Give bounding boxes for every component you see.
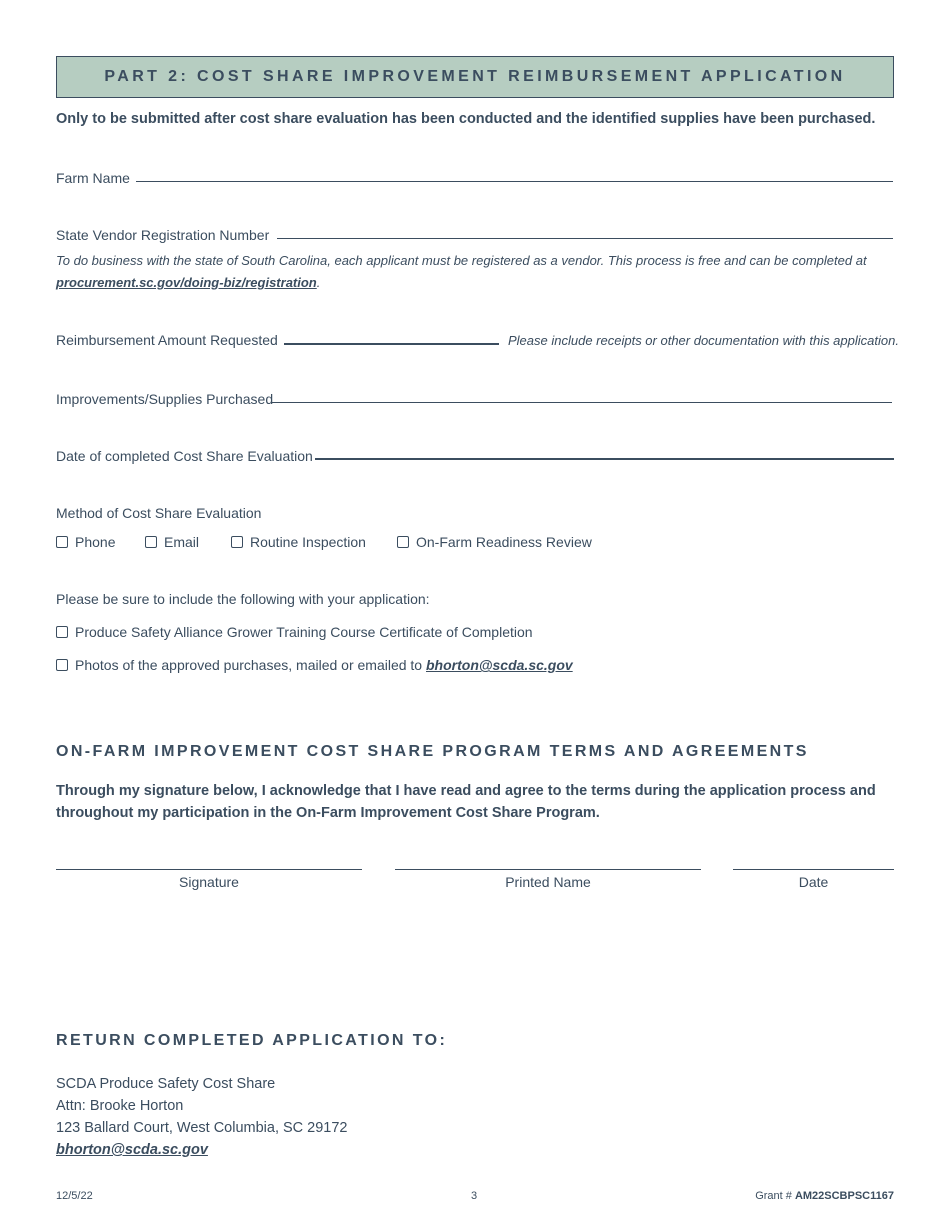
- vendor-reg-label: State Vendor Registration Number: [56, 227, 270, 243]
- return-line-3: 123 Ballard Court, West Columbia, SC 29172: [56, 1120, 348, 1136]
- vendor-link-line: [56, 275, 320, 290]
- photos-email-link[interactable]: bhorton@scda.sc.gov: [426, 657, 573, 673]
- improvements-label: Improvements/Supplies Purchased: [56, 391, 274, 407]
- terms-heading: ON-FARM IMPROVEMENT COST SHARE PROGRAM TERMS AND AGREEMENTS: [56, 743, 809, 760]
- vendor-note: [56, 253, 896, 268]
- footer-date: 12/5/22: [56, 1190, 93, 1202]
- on-farm-readiness-checkbox[interactable]: [397, 536, 409, 548]
- return-line-1: SCDA Produce Safety Cost Share: [56, 1076, 276, 1092]
- date-field[interactable]: [733, 869, 894, 870]
- include-item-photos[interactable]: [56, 657, 573, 673]
- grant-number: [755, 1190, 894, 1202]
- intro-text: Only to be submitted after cost share evaluation has been conducted and the identified supplies have been purchased.: [56, 111, 876, 127]
- section-banner: [56, 56, 894, 98]
- return-line-2: Attn: Brooke Horton: [56, 1098, 184, 1114]
- photos-text: Photos of the approved purchases, mailed or emailed to: [75, 657, 423, 673]
- photos-checkbox[interactable]: [56, 659, 68, 671]
- photos-label: [75, 657, 573, 673]
- include-item-certificate[interactable]: [56, 624, 533, 640]
- method-option-email[interactable]: [145, 534, 199, 550]
- certificate-label: Produce Safety Alliance Grower Training Course Certificate of Completion: [75, 624, 533, 640]
- grant-label: Grant #: [755, 1190, 792, 1202]
- method-option-phone[interactable]: [56, 534, 115, 550]
- routine-inspection-label: Routine Inspection: [250, 534, 366, 550]
- on-farm-readiness-label: On-Farm Readiness Review: [416, 534, 592, 550]
- include-label: Please be sure to include the following with your application:: [56, 591, 430, 607]
- period: .: [316, 275, 321, 290]
- routine-inspection-checkbox[interactable]: [231, 536, 243, 548]
- email-label: Email: [164, 534, 200, 550]
- terms-text: Through my signature below, I acknowledge that I have read and agree to the terms during the application process and throughout my participation in the On-Farm Improvement Cost Share Program.: [56, 783, 876, 821]
- phone-label: Phone: [75, 534, 116, 550]
- phone-checkbox[interactable]: [56, 536, 68, 548]
- certificate-checkbox[interactable]: [56, 626, 68, 638]
- page-number: 3: [471, 1190, 478, 1202]
- return-heading: RETURN COMPLETED APPLICATION TO:: [56, 1032, 448, 1049]
- farm-name-field[interactable]: [136, 181, 893, 182]
- method-option-routine-inspection[interactable]: [231, 534, 366, 550]
- improvements-field[interactable]: [272, 402, 892, 403]
- date-label: Date: [798, 874, 829, 890]
- printed-name-label: Printed Name: [505, 874, 591, 890]
- email-checkbox[interactable]: [145, 536, 157, 548]
- eval-date-label: Date of completed Cost Share Evaluation: [56, 448, 313, 464]
- signature-label: Signature: [179, 874, 239, 890]
- method-option-on-farm-readiness[interactable]: [397, 534, 592, 550]
- eval-date-field[interactable]: [315, 458, 894, 460]
- signature-field[interactable]: [56, 869, 362, 870]
- method-label: Method of Cost Share Evaluation: [56, 505, 262, 521]
- page-title: PART 2: COST SHARE IMPROVEMENT REIMBURSEMENT APPLICATION: [104, 68, 846, 85]
- return-email-link[interactable]: bhorton@scda.sc.gov: [56, 1142, 208, 1158]
- vendor-registration-link[interactable]: procurement.sc.gov/doing-biz/registration: [56, 275, 317, 290]
- farm-name-label: Farm Name: [56, 170, 130, 186]
- printed-name-field[interactable]: [395, 869, 701, 870]
- reimbursement-field[interactable]: [284, 343, 499, 345]
- vendor-note-text: To do business with the state of South Carolina, each applicant must be registered as a vendor. This process is free and can be completed at: [56, 253, 867, 268]
- reimbursement-note: Please include receipts or other documentation with this application.: [508, 333, 899, 348]
- reimbursement-label: Reimbursement Amount Requested: [56, 332, 278, 348]
- grant-value: AM22SCBPSC1167: [794, 1190, 894, 1202]
- return-address: [56, 1073, 348, 1161]
- vendor-reg-field[interactable]: [277, 238, 893, 239]
